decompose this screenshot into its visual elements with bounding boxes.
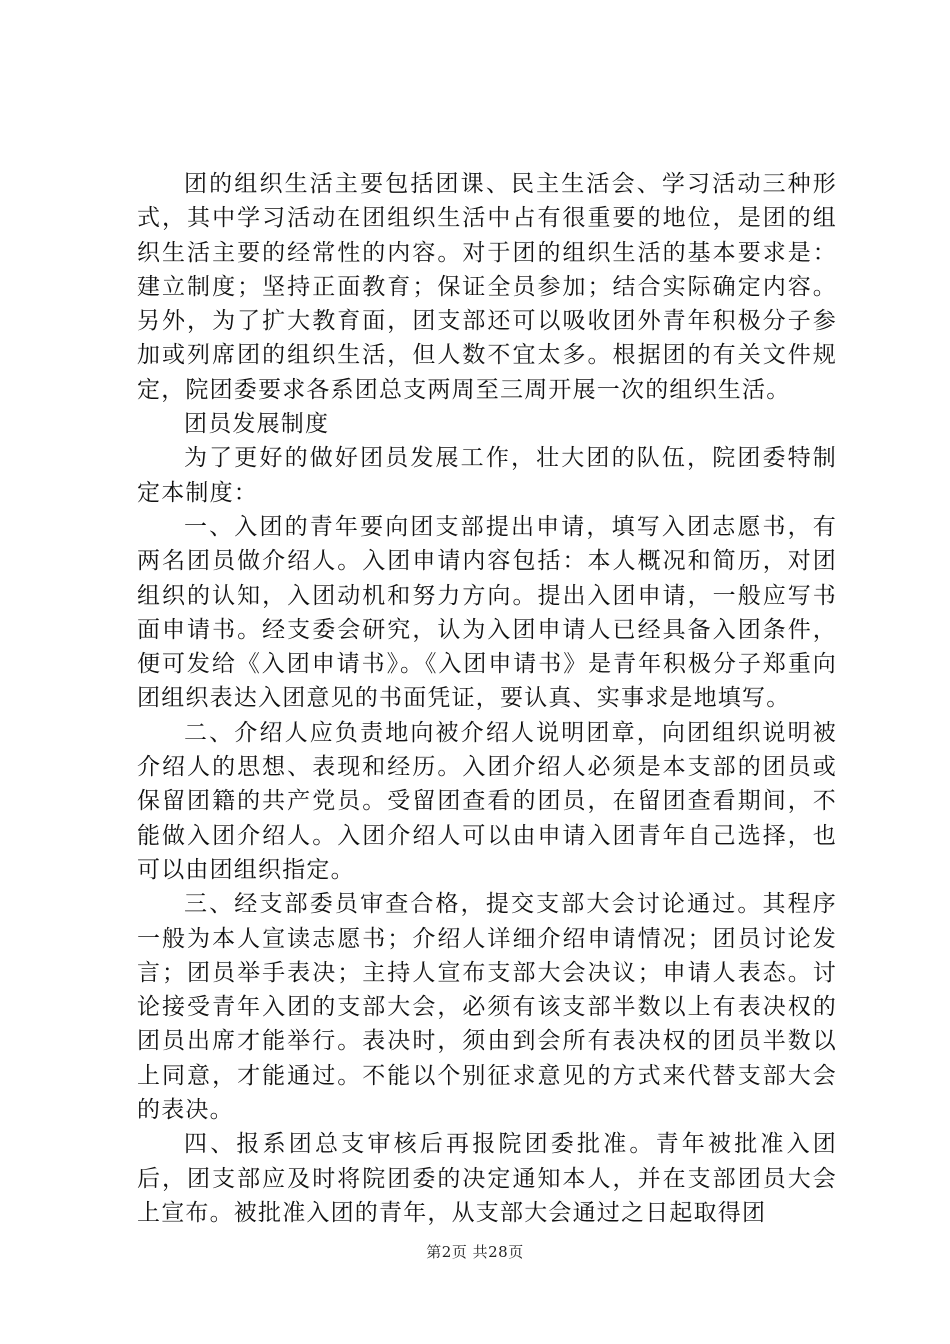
paragraph-rule-3: 三、经支部委员审查合格，提交支部大会讨论通过。其程序一般为本人宣读志愿书；介绍人详细介绍申请情况；团员讨论发言；团员举手表决；主持人宣布支部大会决议；申请人表态。讨论接受青年入团的支部大会，必须有该支部半数以上有表决权的团员出席才能举行。表决时，须由到会所有表决权的团员半数以上同意，才能通过。不能以个别征求意见的方式来代替支部大会的表决。 [137, 891, 837, 1124]
paragraph-rule-2: 二、介绍人应负责地向被介绍人说明团章，向团组织说明被介绍人的思想、表现和经历。入团介绍人必须是本支部的团员或保留团籍的共产党员。受留团查看的团员，在留团查看期间，不能做入团介绍人。入团介绍人可以由申请入团青年自己选择，也可以由团组织指定。 [137, 719, 837, 883]
paragraph-organization-life: 团的组织生活主要包括团课、民主生活会、学习活动三种形式，其中学习活动在团组织生活中占有很重要的地位，是团的组织生活主要的经常性的内容。对于团的组织生活的基本要求是：建立制度；坚持正面教育；保证全员参加；结合实际确定内容。另外，为了扩大教育面，团支部还可以吸收团外青年积极分子参加或列席团的组织生活，但人数不宜太多。根据团的有关文件规定，院团委要求各系团总支两周至三周开展一次的组织生活。 [137, 171, 837, 403]
document-body [137, 167, 837, 1230]
section-heading-member-development: 团员发展制度 [184, 411, 330, 438]
paragraph-intro: 为了更好的做好团员发展工作，壮大团的队伍，院团委特制定本制度： [137, 445, 837, 506]
paragraph-rule-1: 一、入团的青年要向团支部提出申请，填写入团志愿书，有两名团员做介绍人。入团申请内容包括：本人概况和简历，对团组织的认知，入团动机和努力方向。提出入团申请，一般应写书面申请书。经支委会研究，认为入团申请人已经具备入团条件，便可发给《入团申请书》。《入团申请书》是青年积极分子郑重向团组织表达入团意见的书面凭证，要认真、实事求是地填写。 [137, 513, 837, 712]
page-number-footer: 第2页 共28页 [426, 1243, 524, 1261]
paragraph-rule-4: 四、报系团总支审核后再报院团委批准。青年被批准入团后，团支部应及时将院团委的决定通知本人，并在支部团员大会上宣布。被批准入团的青年，从支部大会通过之日起取得团 [137, 1131, 837, 1226]
